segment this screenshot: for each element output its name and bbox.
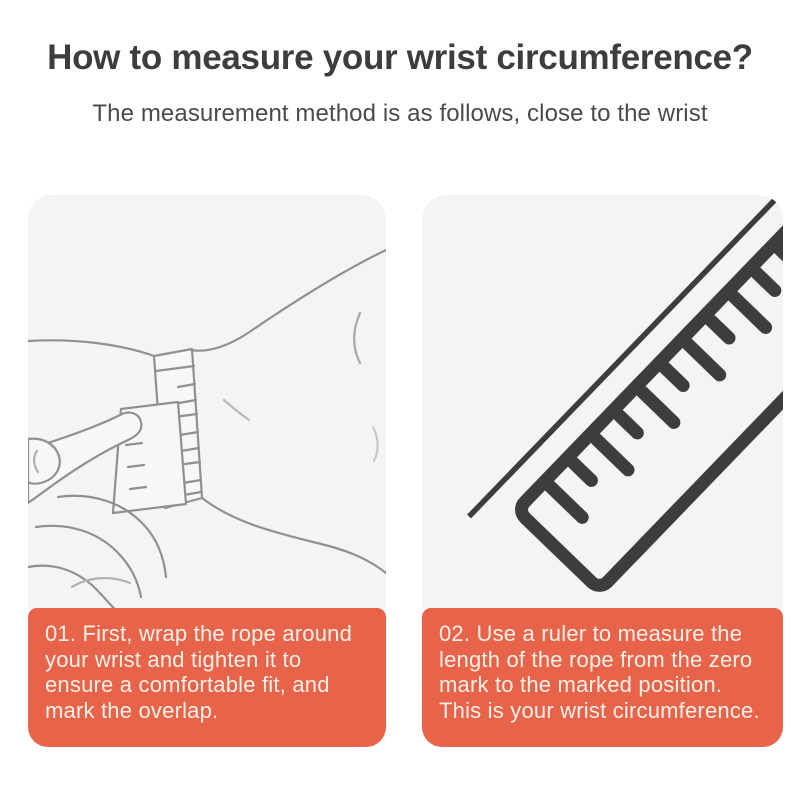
- step-card-1: [28, 195, 386, 747]
- page-subtitle: The measurement method is as follows, close to the wrist: [92, 100, 708, 127]
- page-title: How to measure your wrist circumference?: [47, 38, 753, 77]
- step-2-caption: 02. Use a ruler to measure the length of the rope from the zero mark to the marked position. This is your wrist circumference.: [422, 608, 783, 747]
- step-1-illustration-panel: [28, 195, 386, 608]
- step-1-caption: 01. First, wrap the rope around your wrist and tighten it to ensure a comfortable fit, and mark the overlap.: [28, 608, 386, 747]
- wrist-measure-illustration: [28, 195, 386, 608]
- ruler-icon: [422, 195, 783, 608]
- step-card-2: [422, 195, 783, 747]
- step-2-illustration-panel: [422, 195, 783, 608]
